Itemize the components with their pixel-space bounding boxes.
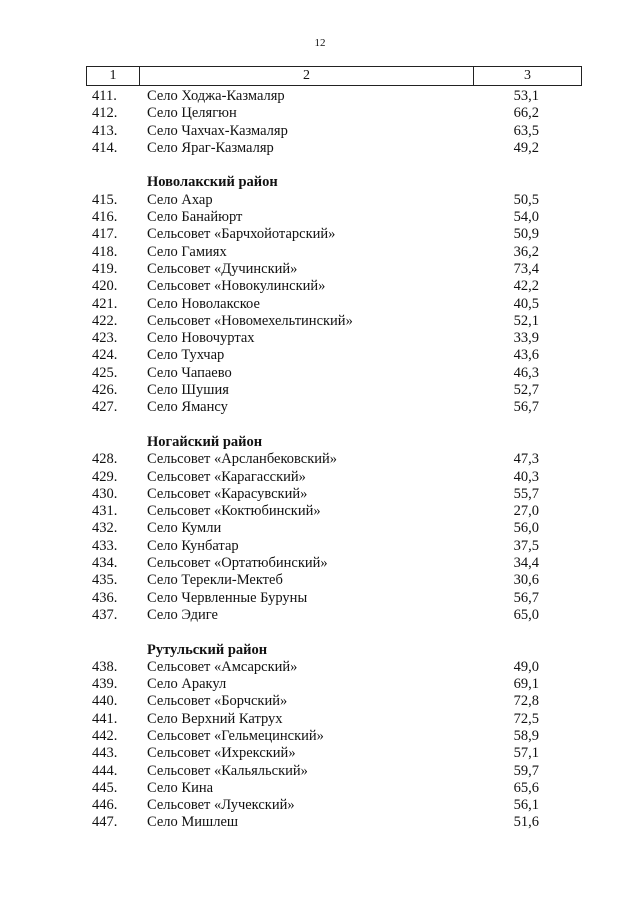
- table-row: [0, 763, 640, 780]
- district-heading: [0, 434, 640, 451]
- settlement-name: Село Чахчах-Казмаляр: [147, 122, 288, 139]
- table-row: [0, 745, 640, 762]
- row-number: 416.: [92, 209, 118, 226]
- settlement-name: Сельсовет «Арсланбековский»: [147, 451, 338, 468]
- table-row: [0, 607, 640, 624]
- settlement-name: Село Червленные Буруны: [147, 589, 308, 606]
- row-number: 421.: [92, 295, 118, 312]
- row-number: 412.: [92, 105, 118, 122]
- table-row: [0, 693, 640, 710]
- row-value: 55,7: [513, 485, 539, 502]
- header-col-2: 2: [140, 67, 474, 85]
- settlement-name: Село Аракул: [147, 676, 227, 693]
- settlement-name: Село Эдиге: [147, 606, 218, 623]
- row-number: 443.: [92, 745, 118, 762]
- table-row: [0, 469, 640, 486]
- settlement-name: Село Кина: [147, 779, 214, 796]
- district-heading: [0, 642, 640, 659]
- settlement-name: Село Целягюн: [147, 105, 237, 122]
- row-value: 54,0: [513, 209, 539, 226]
- section-gap: [0, 157, 640, 174]
- row-number: 446.: [92, 797, 118, 814]
- row-number: 441.: [92, 710, 118, 727]
- row-value: 27,0: [513, 503, 539, 520]
- row-number: 423.: [92, 330, 118, 347]
- table-row: [0, 88, 640, 105]
- table-row: [0, 296, 640, 313]
- settlement-name: Сельсовет «Новокулинский»: [147, 278, 326, 295]
- table-row: [0, 711, 640, 728]
- row-number: 436.: [92, 589, 118, 606]
- district-title: Рутульский район: [147, 641, 268, 658]
- table-row: [0, 538, 640, 555]
- row-value: 37,5: [513, 537, 539, 554]
- row-number: 444.: [92, 762, 118, 779]
- row-value: 47,3: [513, 451, 539, 468]
- table-row: [0, 365, 640, 382]
- table-header: [86, 66, 582, 86]
- row-value: 33,9: [513, 330, 539, 347]
- settlement-name: Сельсовет «Борчский»: [147, 693, 288, 710]
- page-number: 12: [314, 37, 326, 49]
- row-number: 435.: [92, 572, 118, 589]
- row-value: 36,2: [513, 243, 539, 260]
- table-row: [0, 330, 640, 347]
- settlement-name: Сельсовет «Коктюбинский»: [147, 503, 321, 520]
- table-row: [0, 814, 640, 831]
- settlement-name: Сельсовет «Кальяльский»: [147, 762, 308, 779]
- table-row: [0, 399, 640, 416]
- row-number: 440.: [92, 693, 118, 710]
- row-number: 411.: [92, 88, 117, 104]
- row-number: 426.: [92, 382, 118, 399]
- row-number: 425.: [92, 364, 118, 381]
- table-row: [0, 797, 640, 814]
- row-value: 59,7: [513, 762, 539, 779]
- row-value: 56,0: [513, 520, 539, 537]
- row-value: 52,7: [513, 382, 539, 399]
- settlement-name: Село Ямансу: [147, 399, 228, 416]
- settlement-name: Село Кумли: [147, 520, 222, 537]
- row-number: 434.: [92, 555, 118, 572]
- row-value: 56,7: [513, 589, 539, 606]
- settlement-name: Село Шушия: [147, 382, 229, 399]
- row-number: 422.: [92, 312, 118, 329]
- row-number: 439.: [92, 676, 118, 693]
- table-row: [0, 347, 640, 364]
- table-row: [0, 382, 640, 399]
- row-number: 447.: [92, 814, 118, 831]
- row-value: 57,1: [513, 745, 539, 762]
- table-row: [0, 105, 640, 122]
- row-number: 438.: [92, 658, 118, 675]
- row-number: 431.: [92, 503, 118, 520]
- settlement-name: Село Тухчар: [147, 347, 225, 364]
- header-col-1: 1: [87, 67, 140, 85]
- row-number: 419.: [92, 260, 118, 277]
- settlement-name: Сельсовет «Карасувский»: [147, 485, 308, 502]
- table-row: [0, 520, 640, 537]
- row-value: 72,8: [513, 693, 539, 710]
- table-row: [0, 572, 640, 589]
- table-body: [0, 88, 640, 832]
- table-row: [0, 140, 640, 157]
- district-title: Новолакский район: [147, 174, 278, 191]
- row-value: 65,6: [513, 779, 539, 796]
- settlement-name: Село Яраг-Казмаляр: [147, 139, 274, 156]
- row-number: 445.: [92, 779, 118, 796]
- settlement-name: Сельсовет «Новомехельтинский»: [147, 312, 353, 329]
- section-gap: [0, 624, 640, 641]
- settlement-name: Село Ходжа-Казмаляр: [147, 88, 285, 104]
- table-row: [0, 780, 640, 797]
- table-row: [0, 486, 640, 503]
- settlement-name: Село Новочуртах: [147, 330, 255, 347]
- row-value: 63,5: [513, 122, 539, 139]
- row-number: 430.: [92, 485, 118, 502]
- settlement-name: Сельсовет «Ортатюбинский»: [147, 555, 328, 572]
- row-value: 50,9: [513, 226, 539, 243]
- row-value: 34,4: [513, 555, 539, 572]
- settlement-name: Село Банайюрт: [147, 209, 243, 226]
- table-row: [0, 123, 640, 140]
- row-number: 424.: [92, 347, 118, 364]
- row-number: 442.: [92, 727, 118, 744]
- row-number: 420.: [92, 278, 118, 295]
- settlement-name: Сельсовет «Лучекский»: [147, 797, 295, 814]
- table-row: [0, 226, 640, 243]
- settlement-name: Село Терекли-Мектеб: [147, 572, 283, 589]
- settlement-name: Сельсовет «Барчхойотарский»: [147, 226, 336, 243]
- row-value: 52,1: [513, 312, 539, 329]
- table-row: [0, 503, 640, 520]
- row-value: 58,9: [513, 727, 539, 744]
- settlement-name: Сельсовет «Ихрекский»: [147, 745, 296, 762]
- row-number: 414.: [92, 139, 118, 156]
- row-value: 53,1: [513, 88, 539, 104]
- table-row: [0, 244, 640, 261]
- table-row: [0, 728, 640, 745]
- table-row: [0, 192, 640, 209]
- settlement-name: Село Верхний Катрух: [147, 710, 283, 727]
- table-row: [0, 278, 640, 295]
- row-value: 50,5: [513, 191, 539, 208]
- table-row: [0, 659, 640, 676]
- settlement-name: Село Кунбатар: [147, 537, 239, 554]
- settlement-name: Сельсовет «Гельмецинский»: [147, 727, 324, 744]
- row-value: 65,0: [513, 606, 539, 623]
- row-value: 51,6: [513, 814, 539, 831]
- row-value: 30,6: [513, 572, 539, 589]
- settlement-name: Село Новолакское: [147, 295, 260, 312]
- section-gap: [0, 417, 640, 434]
- settlement-name: Село Гамиях: [147, 243, 227, 260]
- table-row: [0, 209, 640, 226]
- row-number: 437.: [92, 606, 118, 623]
- table-row: [0, 261, 640, 278]
- table-row: [0, 451, 640, 468]
- row-value: 69,1: [513, 676, 539, 693]
- settlement-name: Сельсовет «Дучинский»: [147, 260, 298, 277]
- district-heading: [0, 174, 640, 191]
- row-value: 72,5: [513, 710, 539, 727]
- row-number: 427.: [92, 399, 118, 416]
- row-value: 49,2: [513, 139, 539, 156]
- settlement-name: Село Мишлеш: [147, 814, 239, 831]
- row-value: 40,3: [513, 468, 539, 485]
- row-number: 433.: [92, 537, 118, 554]
- row-number: 415.: [92, 191, 118, 208]
- table-row: [0, 313, 640, 330]
- settlement-name: Село Ахар: [147, 191, 213, 208]
- table-row: [0, 676, 640, 693]
- row-value: 43,6: [513, 347, 539, 364]
- row-value: 46,3: [513, 364, 539, 381]
- row-number: 417.: [92, 226, 118, 243]
- settlement-name: Сельсовет «Амсарский»: [147, 658, 298, 675]
- row-number: 429.: [92, 468, 118, 485]
- row-value: 42,2: [513, 278, 539, 295]
- row-value: 49,0: [513, 658, 539, 675]
- row-number: 418.: [92, 243, 118, 260]
- row-value: 40,5: [513, 295, 539, 312]
- row-value: 56,7: [513, 399, 539, 416]
- row-value: 66,2: [513, 105, 539, 122]
- settlement-name: Село Чапаево: [147, 364, 232, 381]
- row-number: 432.: [92, 520, 118, 537]
- table-row: [0, 590, 640, 607]
- row-value: 73,4: [513, 260, 539, 277]
- settlement-name: Сельсовет «Карагасский»: [147, 468, 306, 485]
- header-col-3: 3: [524, 68, 531, 83]
- district-title: Ногайский район: [147, 433, 263, 450]
- row-value: 56,1: [513, 797, 539, 814]
- row-number: 428.: [92, 451, 118, 468]
- row-number: 413.: [92, 122, 118, 139]
- table-row: [0, 555, 640, 572]
